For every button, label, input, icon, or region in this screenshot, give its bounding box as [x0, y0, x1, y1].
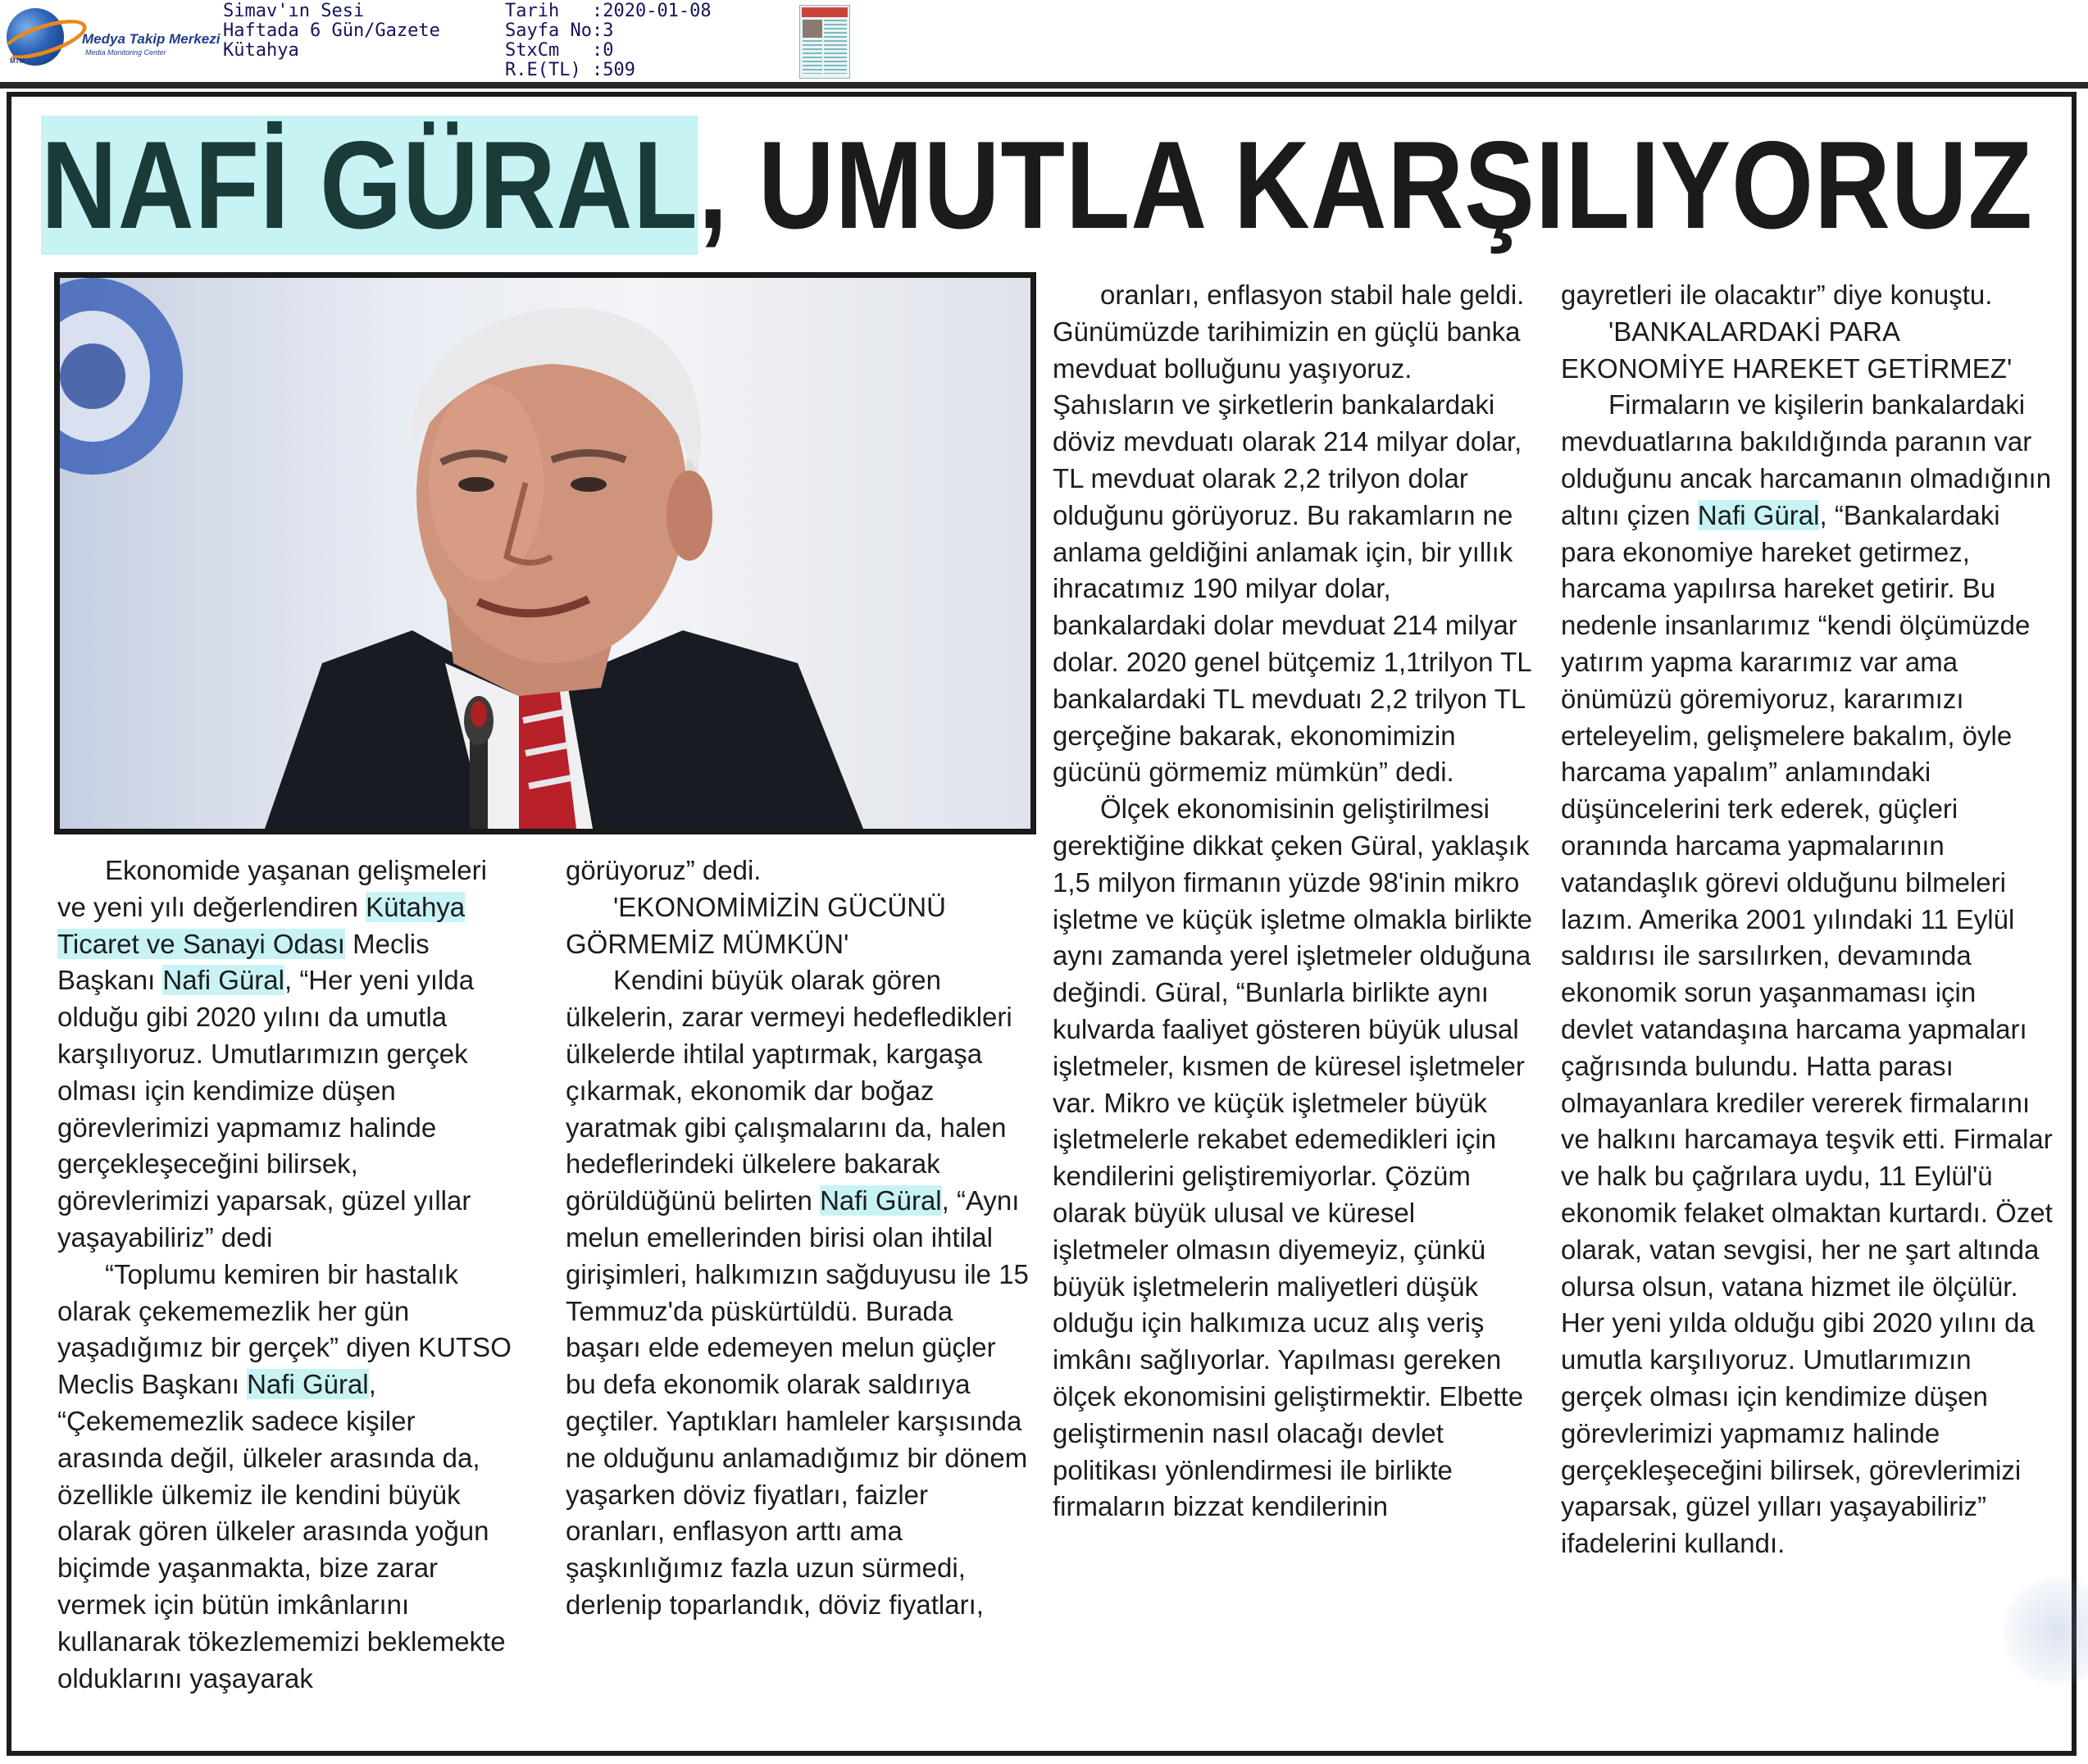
clip-field-value: :3 [591, 20, 614, 41]
page-thumbnail-icon[interactable] [799, 5, 850, 79]
article-column-3 [1053, 277, 1536, 1525]
headline-name: NAFİ GÜRAL [41, 116, 698, 255]
article-column-2 [566, 852, 1033, 1624]
clip-field-value: :0 [591, 40, 614, 61]
highlighted-name: Nafi Güral [162, 965, 284, 996]
mtm-logo [3, 3, 221, 67]
text-run: , “Çekememezlik sadece kişiler arasında değil, ülkeler arasında da, özellikle ülkemiz ile kendini büyük olarak gören ülkeler arasında yoğun biçimde yaşanmakta, bize zarar vermek için bütün imkânlarını kullanarak tökezlememizi beklemekte olduklarını yaşayarak [57, 1369, 506, 1694]
logo-mark: MTM [10, 57, 25, 65]
text-run: “Toplumu kemiren bir hastalık olarak çekememezlik her gün yaşadığımız bir gerçek” diyen KUTSO Meclis Başkanı [57, 1258, 512, 1400]
clip-field-label: Tarih [505, 1, 560, 21]
article-column-4 [1561, 277, 2053, 1562]
paragraph: görüyoruz” dedi. [566, 855, 762, 885]
highlighted-name: Nafi Güral [247, 1369, 369, 1400]
text-run: , “Aynı melun emellerinden birisi olan ihtilal girişimleri, halkımızın sağduyusu ile 15 Temmuz'da püskürtüldü. Burada başarı elde edemeyen melun güçler bu defa ekonomik olarak saldırıya geçtiler. Yaptıkları hamleler karşısında ne olduğunu anlamadığımız bir dönem yaşarken döviz fiyatları, faizler oranları, enflasyon arttı ama şaşkınlığımız fazla uzun sürmedi, derlenip toparlandık, döviz fiyatları, [566, 1185, 1029, 1620]
subheading: 'EKONOMİMİZİN GÜCÜNÜ GÖRMEMİZ MÜMKÜN' [566, 891, 946, 959]
paragraph [566, 962, 1033, 1623]
subheading: 'BANKALARDAKİ PARA EKONOMİYE HAREKET GETİRMEZ' [1561, 316, 2013, 384]
text-run: , “Her yeni yılda olduğu gibi 2020 yılını da umutla karşılıyoruz. Umutlarımızın gerçek olması için kendimize düşen görevlerimizi yapmamız halinde gerçekleşeceğini bilirsek, görevlerimizi yaparsak, güzel yıllar yaşayabiliriz” dedi [57, 965, 475, 1253]
publication-name: Simav'ın Sesi [223, 1, 365, 21]
monitoring-header [0, 0, 2088, 82]
source-info [223, 2, 440, 61]
logo-name: Medya Takip Merkezi [82, 31, 221, 47]
text-run: Firmaların ve kişilerin bankalardaki mevduatlarına bakıldığında paranın var olduğunu ancak harcamanın olmadığının altını çizen [1561, 389, 2052, 530]
highlighted-name: Nafi Güral [820, 1185, 942, 1216]
headline [41, 113, 2033, 261]
paragraph: oranları, enflasyon stabil hale geldi. Günümüzde tarihimizin en güçlü banka mevduat bolluğunu yaşıyoruz. Şahısların ve şirketlerin bankalardaki döviz mevduatı olarak 214 milyar dolar, TL mevduat olarak 2,2 trilyon dolar olduğunu görüyoruz. Bu rakamların ne anlama geldiğini anlamak için, bir yıllık ihracatımız 190 milyar dolar, bankalardaki dolar mevduat 214 milyar dolar. 2020 genel bütçemiz 1,1trilyon TL bankalardaki TL mevduatı 2,2 trilyon TL gerçeğine bakarak, ekonomimizin gücünü görmemiz mümkün” dedi. [1053, 280, 1531, 788]
clip-field-row [505, 21, 712, 41]
text-run: Kendini büyük olarak gören ülkelerin, zarar vermeyi hedefledikleri ülkelerde ihtilal yaptırmak, kargaşa çıkarmak, ekonomik dar boğaz yaratmak gibi çalışmalarını da, halen hedeflerindeki ülkelere bakarak görüldüğünü belirten [566, 965, 1012, 1216]
publication-city: Kütahya [223, 40, 299, 61]
article-photo [54, 272, 1036, 834]
paragraph: Ölçek ekonomisinin geliştirilmesi gerektiğine dikkat çeken Güral, yaklaşık 1,5 milyon firmanın yüzde 98'inin mikro işletme ve küçük işletme olmakla birlikte aynı zamanda yerel işletmeler olduğuna değindi. Güral, “Bunlarla birlikte aynı kulvarda faaliyet gösteren büyük ulusal işletmeler, kısmen de küresel işletmeler var. Mikro ve küçük işletmeler büyük işletmelerle rekabet edemedikleri için kendilerini geliştiremiyorlar. Çözüm olarak büyük ulusal ve küresel işletmeler olmasın diyemeyiz, çünkü büyük işletmelerin maliyetleri düşük olduğu için halkımıza ucuz alış veriş imkânı sağlıyorlar. Yapılması gereken ölçek ekonomisini geliştirmektir. Elbette geliştirmenin nasıl olacağı devlet politikası yönlendirmesi ile birlikte firmaların bizzat kendilerinin [1053, 793, 1533, 1522]
text-run: Ekonomide yaşanan gelişmeleri ve yeni yılı değerlendiren [57, 855, 487, 922]
highlighted-org: Kütahya Ticaret ve Sanayi Odası [57, 891, 466, 959]
header-divider [0, 82, 2088, 89]
paragraph: gayretleri ile olacaktır” diye konuştu. [1561, 280, 1993, 310]
clip-field-value: :2020-01-08 [591, 1, 712, 21]
clip-field-row [505, 61, 712, 80]
clip-field-row [505, 2, 712, 21]
clip-fields [505, 2, 712, 80]
headline-rest: , UMUTLA KARŞILIYORUZ [698, 116, 2033, 255]
paragraph [57, 852, 516, 1257]
logo-subtitle: Media Monitoring Center [85, 48, 166, 57]
portrait-illustration [60, 278, 1030, 829]
paragraph [57, 1257, 516, 1698]
publication-frequency: Haftada 6 Gün/Gazete [223, 20, 440, 41]
clip-field-label: Sayfa No [505, 20, 592, 41]
clip-field-value: :509 [591, 60, 635, 80]
paragraph [1561, 387, 2053, 1562]
article-column-1 [57, 852, 516, 1697]
clip-field-row [505, 41, 712, 61]
highlighted-name: Nafi Güral [1697, 499, 1820, 530]
text-run: , “Bankalardaki para ekonomiye hareket getirmez, harcama yapılırsa hareket getirir. Bu nedenle insanlarımız “kendi ölçümüzde yatırım yapma kararımız var ama önümüzü göremiyoruz, kararımızı erteleyelim, gelişmelere bakalım, öyle harcama yapalım” anlamındaki düşüncelerini terk ederek, güçleri oranında harcama yapmalarının vatandaşlık görevi olduğunu bilmeleri lazım. Amerika 2001 yılındaki 11 Eylül saldırısı ile sarsılırken, devamında ekonomik sorun yaşanmaması için devlet vatandaşına harcama yapmaları çağrısında bulundu. Hatta parası olmayanlara krediler vererek firmalarını ve halkını harcamaya teşvik etti. Firmalar ve halk bu çağrılara uydu, 11 Eylül'ü ekonomik felaket olmaktan kurtardı. Özet olarak, vatan sevgisi, her ne şart altında olursa olsun, vatana hizmet ile ölçülür. Her yeni yılda olduğu gibi 2020 yılını da umutla karşılıyoruz. Umutlarımızın gerçek olması için kendimize düşen görevlerimizi yapmamız halinde gerçekleşeceğini bilirsek, görevlerimizi yaparsak, güzel yılları yaşayabiliriz” ifadelerini kullandı. [1561, 499, 2053, 1559]
clip-field-label: StxCm [505, 40, 560, 61]
clip-field-label: R.E(TL) [505, 60, 581, 80]
text-run: Meclis Başkanı [57, 928, 430, 996]
